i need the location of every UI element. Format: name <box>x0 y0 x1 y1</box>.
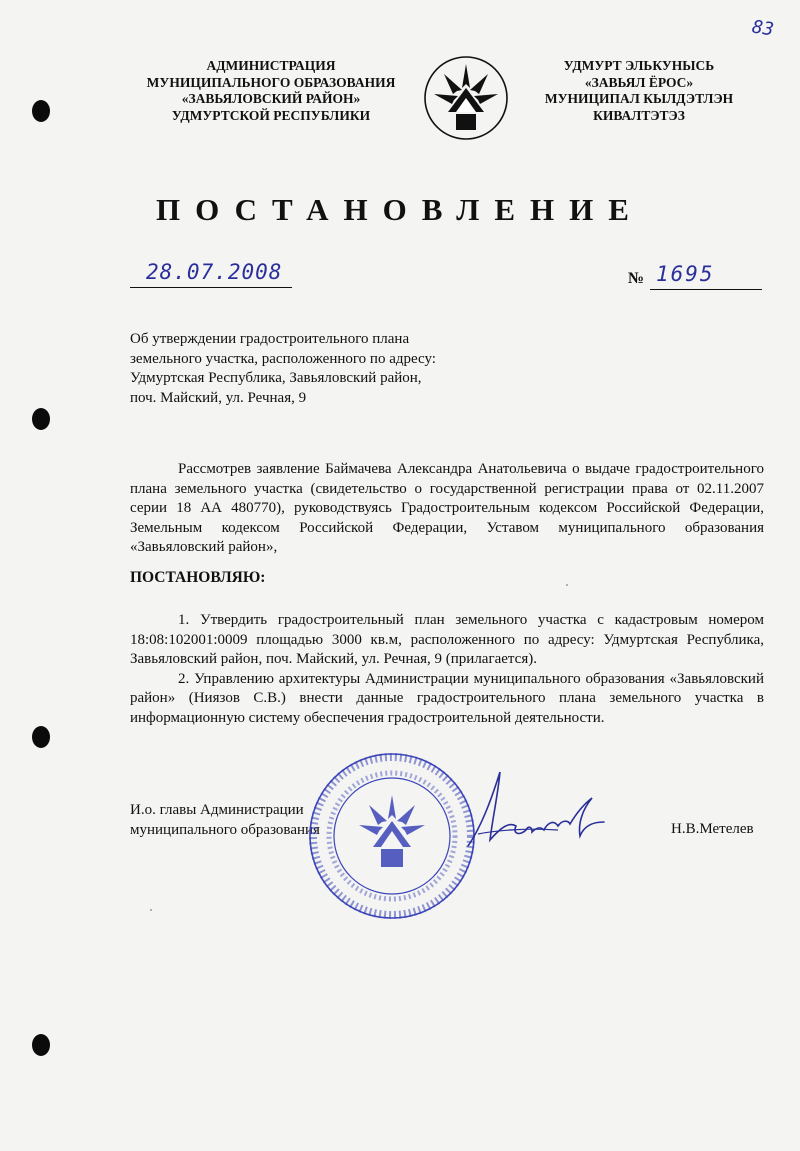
handwritten-signature-icon <box>458 764 608 864</box>
official-stamp-icon <box>307 751 477 921</box>
header-right-line: «ЗАВЬЯЛ ЁРОС» <box>584 74 694 90</box>
subject-line: земельного участка, расположенного по адресу: <box>130 350 436 367</box>
subject-line: Удмуртская Республика, Завьяловский район, <box>130 370 422 386</box>
resolve-heading: ПОСТАНОВЛЯЮ: <box>130 569 266 586</box>
preamble-paragraph: Рассмотрев заявление Баймачева Александра Анатольевича о выдаче градостроительного плана земельного участка (свидетельство о государственной регистрации права от 02.11.2007 серии 18 АА 480770), руководствуясь Градостроительным кодексом Российской Федерации, Земельным кодексом Российской Федерации, Уставом муниципального образования «Завьяловский район», <box>130 461 764 555</box>
handwritten-page-number: 83 <box>750 16 776 41</box>
punch-hole <box>32 1034 50 1056</box>
document-number: 1695 <box>656 262 715 286</box>
header-left-line: МУНИЦИПАЛЬНОГО ОБРАЗОВАНИЯ <box>146 74 396 90</box>
subject-block <box>130 330 490 408</box>
header-left-line: «ЗАВЬЯЛОВСКИЙ РАЙОН» <box>181 91 361 106</box>
preamble-block <box>130 460 764 558</box>
number-sign: № <box>628 270 645 287</box>
header-right <box>514 58 764 124</box>
punch-hole <box>32 408 50 430</box>
resolution-item: 1. Утвердить градостроительный план земельного участка с кадастровым номером 18:08:102001:0009 площадью 3000 кв.м, расположенного по адресу: Удмуртская Республика, Завьяловский район, поч. Майский, ул. Речная, 9 (прилагается). <box>130 612 764 667</box>
signatory-position-line: И.о. главы Администрации <box>130 802 304 818</box>
date-value: 28.07.2008 <box>146 260 283 284</box>
subject-line: поч. Майский, ул. Речная, 9 <box>130 389 307 406</box>
punch-hole <box>32 100 50 122</box>
scan-speck <box>566 584 568 586</box>
header-right-line: УДМУРТ ЭЛЬКУНЫСЬ <box>563 58 715 73</box>
coat-of-arms-emblem-icon <box>422 54 510 142</box>
subject-line: Об утверждении градостроительного плана <box>130 331 410 347</box>
signatory-name: Н.В.Метелев <box>671 821 754 837</box>
header-left-line: УДМУРТСКОЙ РЕСПУБЛИКИ <box>171 107 371 123</box>
signatory-position <box>130 801 320 840</box>
resolution-items <box>130 611 764 728</box>
signatory-position-line: муниципального образования <box>130 821 320 838</box>
date-field <box>130 262 292 288</box>
number-field <box>650 264 762 290</box>
punch-hole <box>32 726 50 748</box>
header-right-line: МУНИЦИПАЛ КЫЛДЭТЛЭН <box>544 91 734 106</box>
scan-speck <box>150 909 152 911</box>
header-right-line: КИВАЛТЭТЭЗ <box>593 107 685 123</box>
resolution-item: 2. Управлению архитектуры Администрации муниципального образования «Завьяловский район» (Ниязов С.В.) внести данные градостроительного плана земельного участка в информационную систему обеспечения градостроительной деятельности. <box>130 670 764 726</box>
header-left-line: АДМИНИСТРАЦИЯ <box>206 58 336 73</box>
header-left <box>140 58 402 124</box>
document-title: ПОСТАНОВЛЕНИЕ <box>156 192 644 227</box>
